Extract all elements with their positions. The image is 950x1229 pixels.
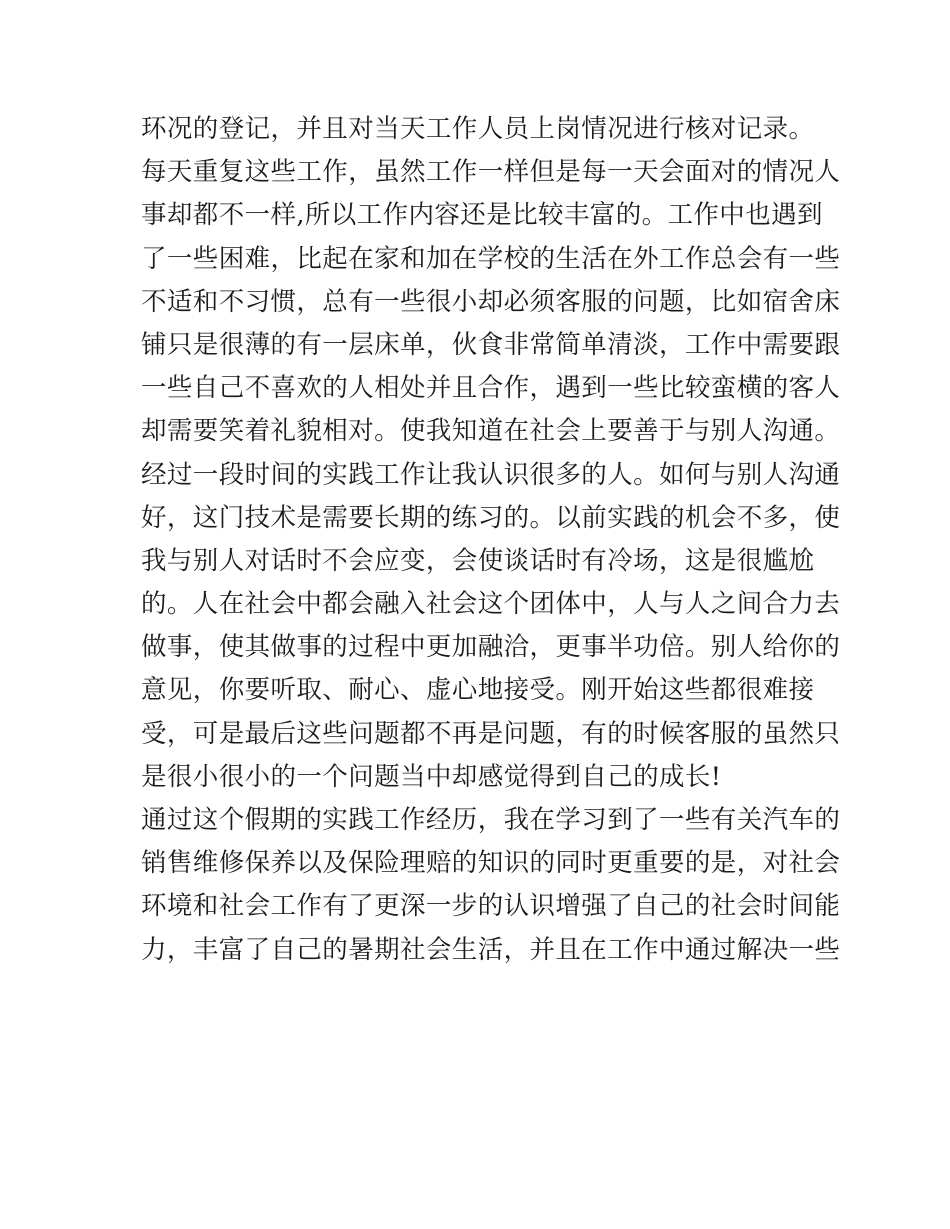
text-line: 铺只是很薄的有一层床单，伙食非常简单清淡，工作中需要跟 <box>141 329 841 360</box>
text-line: 力，丰富了自己的暑期社会生活，并且在工作中通过解决一些 <box>141 934 841 965</box>
text-line: 了一些困难，比起在家和加在学校的生活在外工作总会有一些 <box>141 243 841 274</box>
text-line: 意见，你要听取、耐心、虚心地接受。刚开始这些都很难接 <box>141 675 815 706</box>
text-line: 做事，使其做事的过程中更加融洽，更事半功倍。别人给你的 <box>141 632 841 663</box>
text-line: 每天重复这些工作，虽然工作一样但是每一天会面对的情况人 <box>141 157 841 188</box>
body-text <box>141 108 841 972</box>
text-line: 经过一段时间的实践工作让我认识很多的人。如何与别人沟通 <box>141 459 841 490</box>
text-line: 环境和社会工作有了更深一步的认识增强了自己的社会时间能 <box>141 891 841 922</box>
text-line: 环况的登记，并且对当天工作人员上岗情况进行核对记录。 <box>141 114 815 144</box>
text-line: 我与别人对话时不会应变，会使谈话时有冷场，这是很尴尬 <box>141 545 815 576</box>
text-line: 的。人在社会中都会融入社会这个团体中，人与人之间合力去 <box>141 589 841 620</box>
text-line: 事却都不一样,所以工作内容还是比较丰富的。工作中也遇到 <box>141 200 823 231</box>
text-line: 一些自己不喜欢的人相处并且合作，遇到一些比较蛮横的客人 <box>141 373 841 404</box>
text-line: 是很小很小的一个问题当中却感觉得到自己的成长! <box>141 761 722 792</box>
text-line: 销售维修保养以及保险理赔的知识的同时更重要的是，对社会 <box>141 848 841 879</box>
text-line: 受，可是最后这些问题都不再是问题，有的时候客服的虽然只 <box>141 718 841 749</box>
text-line: 好，这门技术是需要长期的练习的。以前实践的机会不多，使 <box>141 502 841 533</box>
text-line: 通过这个假期的实践工作经历，我在学习到了一些有关汽车的 <box>141 805 841 835</box>
text-line: 不适和不习惯，总有一些很小却必须客服的问题，比如宿舍床 <box>141 286 841 317</box>
text-line: 却需要笑着礼貌相对。使我知道在社会上要善于与别人沟通。 <box>141 416 841 447</box>
